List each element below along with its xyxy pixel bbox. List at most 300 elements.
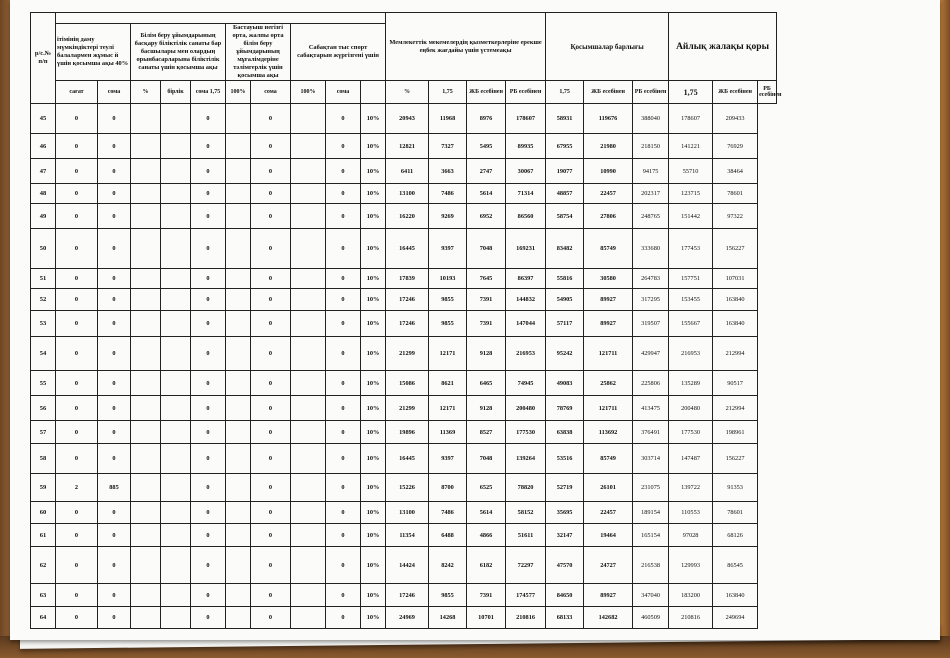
cell-sum-175: 0 <box>191 444 226 474</box>
cell-sum-sport: 0 <box>326 584 361 607</box>
cell-sum-175: 0 <box>191 204 226 229</box>
cell-total-jb: 63838 <box>546 421 584 444</box>
cell-pct-100-sport <box>291 474 326 502</box>
cell-total-rb: 121711 <box>584 337 633 371</box>
cell-total-jb: 84650 <box>546 584 584 607</box>
cell-fund-175: 218150 <box>633 134 669 159</box>
cell-sum-mentor: 0 <box>251 184 291 204</box>
cell-special-jb: 10193 <box>429 269 467 289</box>
cell-sum: 0 <box>98 229 131 269</box>
cell-total-jb: 58931 <box>546 104 584 134</box>
cell-fund-jb: 216953 <box>669 337 713 371</box>
cell-special-jb: 12171 <box>429 396 467 421</box>
cell-fund-rb: 91353 <box>713 474 758 502</box>
cell-special-jb: 8242 <box>429 547 467 584</box>
cell-pct-100 <box>226 444 251 474</box>
header-mentoring: Бастауыш негізгі орта, жалпы орта білім беру ұйымдарының мұғалімдеріне тәлімгерлік үшін қосымша ақы <box>226 24 291 81</box>
cell-hours: 0 <box>56 421 98 444</box>
cell-fund-rb: 78601 <box>713 184 758 204</box>
cell-fund-rb: 68126 <box>713 524 758 547</box>
cell-sum-sport: 0 <box>326 607 361 629</box>
subheader: сома <box>251 81 291 104</box>
cell-fund-175: 376491 <box>633 421 669 444</box>
cell-special-jb: 7486 <box>429 184 467 204</box>
cell-fund-175: 347040 <box>633 584 669 607</box>
cell-pct-100 <box>226 607 251 629</box>
cell-fund-175: 429947 <box>633 337 669 371</box>
cell-pct-100 <box>226 159 251 184</box>
cell-special-175: 21299 <box>386 396 429 421</box>
cell-sum-mentor: 0 <box>251 444 291 474</box>
cell-fund-rb: 38464 <box>713 159 758 184</box>
cell-row-number: 62 <box>31 547 56 584</box>
table-row <box>31 444 777 474</box>
cell-fund-175: 189154 <box>633 502 669 524</box>
cell-special-pct: 10% <box>361 474 386 502</box>
cell-special-pct: 10% <box>361 229 386 269</box>
cell-special-rb: 5495 <box>467 134 506 159</box>
cell-special-jb: 9269 <box>429 204 467 229</box>
cell-total-rb: 113692 <box>584 421 633 444</box>
cell-special-rb: 6952 <box>467 204 506 229</box>
cell-pct-100-sport <box>291 311 326 337</box>
cell-sum-175: 0 <box>191 269 226 289</box>
cell-special-jb: 9855 <box>429 311 467 337</box>
cell-unit <box>161 159 191 184</box>
cell-hours: 0 <box>56 371 98 396</box>
cell-unit <box>161 204 191 229</box>
subheader: ЖБ есебінен <box>467 81 506 104</box>
cell-sum: 0 <box>98 289 131 311</box>
cell-fund-rb: 209433 <box>713 104 758 134</box>
cell-row-number: 46 <box>31 134 56 159</box>
cell-total-jb: 32147 <box>546 524 584 547</box>
cell-fund-jb: 141221 <box>669 134 713 159</box>
cell-row-number: 57 <box>31 421 56 444</box>
cell-pct-100 <box>226 289 251 311</box>
cell-total-jb: 78769 <box>546 396 584 421</box>
cell-sum-sport: 0 <box>326 184 361 204</box>
cell-unit <box>161 269 191 289</box>
cell-hours: 0 <box>56 229 98 269</box>
cell-sum-sport: 0 <box>326 474 361 502</box>
cell-fund-jb: 151442 <box>669 204 713 229</box>
cell-unit <box>161 289 191 311</box>
cell-percent <box>131 444 161 474</box>
cell-row-number: 52 <box>31 289 56 311</box>
cell-pct-100 <box>226 204 251 229</box>
cell-row-number: 59 <box>31 474 56 502</box>
cell-sum-mentor: 0 <box>251 547 291 584</box>
cell-special-175: 12821 <box>386 134 429 159</box>
cell-fund-rb: 107031 <box>713 269 758 289</box>
cell-special-175: 14424 <box>386 547 429 584</box>
cell-special-jb: 9855 <box>429 289 467 311</box>
cell-hours: 0 <box>56 337 98 371</box>
cell-total-175: 139264 <box>506 444 546 474</box>
cell-unit <box>161 184 191 204</box>
cell-pct-100 <box>226 337 251 371</box>
cell-pct-100-sport <box>291 337 326 371</box>
cell-sum-175: 0 <box>191 159 226 184</box>
cell-percent <box>131 229 161 269</box>
cell-special-pct: 10% <box>361 396 386 421</box>
cell-fund-175: 225806 <box>633 371 669 396</box>
cell-sum-175: 0 <box>191 337 226 371</box>
cell-hours: 0 <box>56 134 98 159</box>
cell-sum-175: 0 <box>191 134 226 159</box>
cell-sum-175: 0 <box>191 289 226 311</box>
cell-pct-100 <box>226 104 251 134</box>
cell-fund-jb: 55710 <box>669 159 713 184</box>
cell-unit <box>161 337 191 371</box>
cell-pct-100-sport <box>291 134 326 159</box>
cell-fund-rb: 78601 <box>713 502 758 524</box>
cell-percent <box>131 584 161 607</box>
cell-special-175: 21299 <box>386 337 429 371</box>
table-row <box>31 396 777 421</box>
cell-pct-100 <box>226 474 251 502</box>
cell-total-jb: 48857 <box>546 184 584 204</box>
subheader: сома <box>98 81 131 104</box>
cell-sum: 885 <box>98 474 131 502</box>
cell-pct-100-sport <box>291 584 326 607</box>
cell-sum-sport: 0 <box>326 229 361 269</box>
cell-sum-mentor: 0 <box>251 421 291 444</box>
cell-sum: 0 <box>98 204 131 229</box>
cell-pct-100 <box>226 311 251 337</box>
cell-fund-175: 231075 <box>633 474 669 502</box>
cell-sum-mentor: 0 <box>251 269 291 289</box>
cell-total-175: 72297 <box>506 547 546 584</box>
cell-special-pct: 10% <box>361 584 386 607</box>
cell-sum-sport: 0 <box>326 502 361 524</box>
cell-row-number: 58 <box>31 444 56 474</box>
cell-hours: 0 <box>56 184 98 204</box>
cell-fund-175: 413475 <box>633 396 669 421</box>
cell-special-rb: 9128 <box>467 337 506 371</box>
cell-unit <box>161 396 191 421</box>
cell-special-rb: 2747 <box>467 159 506 184</box>
cell-fund-jb: 129993 <box>669 547 713 584</box>
cell-special-jb: 11369 <box>429 421 467 444</box>
cell-pct-100 <box>226 229 251 269</box>
header-blank-band <box>56 13 386 24</box>
cell-total-175: 147044 <box>506 311 546 337</box>
cell-total-jb: 83482 <box>546 229 584 269</box>
cell-row-number: 61 <box>31 524 56 547</box>
subheader: бірлік <box>161 81 191 104</box>
table-row <box>31 204 777 229</box>
cell-special-pct: 10% <box>361 204 386 229</box>
cell-sum-sport: 0 <box>326 134 361 159</box>
cell-total-rb: 89927 <box>584 289 633 311</box>
cell-total-jb: 58754 <box>546 204 584 229</box>
cell-total-jb: 47570 <box>546 547 584 584</box>
cell-sum: 0 <box>98 607 131 629</box>
cell-pct-100-sport <box>291 204 326 229</box>
cell-row-number: 45 <box>31 104 56 134</box>
cell-total-175: 89935 <box>506 134 546 159</box>
cell-percent <box>131 547 161 584</box>
cell-sum: 0 <box>98 396 131 421</box>
cell-special-175: 6411 <box>386 159 429 184</box>
cell-percent <box>131 396 161 421</box>
cell-sum: 0 <box>98 311 131 337</box>
cell-sum: 0 <box>98 371 131 396</box>
cell-total-jb: 67955 <box>546 134 584 159</box>
cell-sum-mentor: 0 <box>251 337 291 371</box>
cell-total-jb: 49083 <box>546 371 584 396</box>
cell-special-rb: 10701 <box>467 607 506 629</box>
cell-hours: 0 <box>56 104 98 134</box>
cell-special-jb: 11968 <box>429 104 467 134</box>
cell-total-jb: 19077 <box>546 159 584 184</box>
cell-fund-175: 248765 <box>633 204 669 229</box>
subheader: 1,75 <box>546 81 584 104</box>
cell-total-175: 144832 <box>506 289 546 311</box>
cell-special-rb: 7048 <box>467 444 506 474</box>
cell-sum-175: 0 <box>191 371 226 396</box>
cell-percent <box>131 289 161 311</box>
cell-special-175: 17246 <box>386 289 429 311</box>
cell-total-jb: 57117 <box>546 311 584 337</box>
payroll-table <box>30 12 782 629</box>
cell-percent <box>131 184 161 204</box>
cell-sum-175: 0 <box>191 184 226 204</box>
cell-fund-rb: 86545 <box>713 547 758 584</box>
cell-sum: 0 <box>98 584 131 607</box>
cell-fund-175: 264783 <box>633 269 669 289</box>
cell-special-rb: 4866 <box>467 524 506 547</box>
cell-special-pct: 10% <box>361 444 386 474</box>
cell-total-rb: 22457 <box>584 502 633 524</box>
cell-sum-175: 0 <box>191 311 226 337</box>
cell-pct-100-sport <box>291 229 326 269</box>
cell-special-jb: 8700 <box>429 474 467 502</box>
header-total-additions: Қосымшалар барлығы <box>546 13 669 81</box>
cell-total-rb: 10990 <box>584 159 633 184</box>
cell-sum-mentor: 0 <box>251 396 291 421</box>
cell-sum-mentor: 0 <box>251 159 291 184</box>
header-sport-classes: Сабақтан тыс спорт сабақтарын жүргізгені үшін <box>291 24 386 81</box>
cell-percent <box>131 421 161 444</box>
cell-sum-mentor: 0 <box>251 607 291 629</box>
header-row-number: р/с.№ п/п <box>31 13 56 104</box>
cell-special-175: 16445 <box>386 444 429 474</box>
cell-sum-mentor: 0 <box>251 502 291 524</box>
cell-total-jb: 55816 <box>546 269 584 289</box>
cell-sum-mentor: 0 <box>251 204 291 229</box>
cell-total-rb: 85749 <box>584 229 633 269</box>
header-special-conditions: Мемлекеттік мекемелердің қызметкерлеріне ерекше еңбек жағдайы үшін үстемеақы <box>386 13 546 81</box>
cell-total-175: 200480 <box>506 396 546 421</box>
cell-sum: 0 <box>98 159 131 184</box>
cell-sum-mentor: 0 <box>251 289 291 311</box>
cell-total-jb: 53516 <box>546 444 584 474</box>
table-row <box>31 474 777 502</box>
cell-total-rb: 21980 <box>584 134 633 159</box>
subheader: 100% <box>291 81 326 104</box>
cell-special-175: 15226 <box>386 474 429 502</box>
cell-special-rb: 8527 <box>467 421 506 444</box>
cell-unit <box>161 584 191 607</box>
cell-total-175: 30067 <box>506 159 546 184</box>
cell-fund-jb: 97028 <box>669 524 713 547</box>
cell-total-rb: 27806 <box>584 204 633 229</box>
cell-special-jb: 9397 <box>429 444 467 474</box>
cell-special-jb: 12171 <box>429 337 467 371</box>
cell-row-number: 56 <box>31 396 56 421</box>
cell-sum: 0 <box>98 444 131 474</box>
subheader-blank <box>361 81 386 104</box>
cell-pct-100-sport <box>291 547 326 584</box>
cell-percent <box>131 502 161 524</box>
cell-special-pct: 10% <box>361 104 386 134</box>
subheader: сағат <box>56 81 98 104</box>
cell-hours: 0 <box>56 269 98 289</box>
cell-special-pct: 10% <box>361 184 386 204</box>
header-dev-children: ітімінің даму мүмкіндіктері теулі балалармен жұмыс й үшін қосымша ақы 40% <box>56 24 131 81</box>
subheader: сома <box>326 81 361 104</box>
cell-percent <box>131 607 161 629</box>
cell-sum-175: 0 <box>191 524 226 547</box>
cell-sum-sport: 0 <box>326 104 361 134</box>
cell-special-rb: 7645 <box>467 269 506 289</box>
cell-fund-rb: 163840 <box>713 584 758 607</box>
cell-fund-rb: 76929 <box>713 134 758 159</box>
cell-percent <box>131 204 161 229</box>
cell-fund-rb: 198961 <box>713 421 758 444</box>
subheader: сома 1,75 <box>191 81 226 104</box>
table-row <box>31 607 777 629</box>
cell-pct-100 <box>226 421 251 444</box>
cell-row-number: 48 <box>31 184 56 204</box>
subheader: % <box>386 81 429 104</box>
cell-hours: 0 <box>56 524 98 547</box>
cell-pct-100 <box>226 547 251 584</box>
cell-total-rb: 89927 <box>584 311 633 337</box>
cell-hours: 0 <box>56 584 98 607</box>
cell-special-pct: 10% <box>361 159 386 184</box>
cell-special-175: 13100 <box>386 184 429 204</box>
cell-hours: 0 <box>56 204 98 229</box>
cell-special-jb: 9855 <box>429 584 467 607</box>
table-row <box>31 289 777 311</box>
cell-row-number: 50 <box>31 229 56 269</box>
cell-fund-175: 460509 <box>633 607 669 629</box>
cell-special-rb: 9128 <box>467 396 506 421</box>
cell-total-175: 78820 <box>506 474 546 502</box>
cell-pct-100 <box>226 371 251 396</box>
cell-total-175: 58152 <box>506 502 546 524</box>
cell-fund-rb: 163840 <box>713 311 758 337</box>
cell-sum-sport: 0 <box>326 289 361 311</box>
cell-hours: 0 <box>56 607 98 629</box>
cell-sum-sport: 0 <box>326 311 361 337</box>
cell-sum: 0 <box>98 337 131 371</box>
cell-total-rb: 142682 <box>584 607 633 629</box>
subheader: 1,75 <box>669 81 713 104</box>
cell-sum: 0 <box>98 134 131 159</box>
cell-special-jb: 6488 <box>429 524 467 547</box>
cell-fund-rb: 212994 <box>713 337 758 371</box>
cell-total-rb: 19464 <box>584 524 633 547</box>
cell-special-jb: 9397 <box>429 229 467 269</box>
cell-pct-100 <box>226 524 251 547</box>
cell-fund-jb: 177453 <box>669 229 713 269</box>
cell-sum-sport: 0 <box>326 421 361 444</box>
table-row <box>31 584 777 607</box>
cell-fund-175: 388040 <box>633 104 669 134</box>
cell-total-rb: 26101 <box>584 474 633 502</box>
cell-special-pct: 10% <box>361 502 386 524</box>
table-row <box>31 134 777 159</box>
cell-pct-100-sport <box>291 524 326 547</box>
cell-fund-jb: 177530 <box>669 421 713 444</box>
header-management-category: Білім беру ұйымдарының басқару біліктілік санаты бар басшылары мен олардың орынбасарларына біліктілік санаты үшін қосымша ақы <box>131 24 226 81</box>
cell-sum-sport: 0 <box>326 269 361 289</box>
cell-fund-rb: 249694 <box>713 607 758 629</box>
cell-fund-175: 317295 <box>633 289 669 311</box>
cell-special-175: 15086 <box>386 371 429 396</box>
cell-fund-rb: 156227 <box>713 444 758 474</box>
cell-special-jb: 7327 <box>429 134 467 159</box>
table-row <box>31 311 777 337</box>
cell-sum-175: 0 <box>191 396 226 421</box>
cell-pct-100 <box>226 134 251 159</box>
cell-total-175: 169231 <box>506 229 546 269</box>
cell-sum: 0 <box>98 104 131 134</box>
cell-fund-rb: 156227 <box>713 229 758 269</box>
cell-total-jb: 54905 <box>546 289 584 311</box>
table-body <box>31 104 777 629</box>
cell-sum-175: 0 <box>191 502 226 524</box>
cell-fund-175: 165154 <box>633 524 669 547</box>
cell-hours: 0 <box>56 159 98 184</box>
cell-sum-sport: 0 <box>326 396 361 421</box>
cell-sum: 0 <box>98 524 131 547</box>
subheader: 100% <box>226 81 251 104</box>
cell-special-pct: 10% <box>361 269 386 289</box>
cell-row-number: 49 <box>31 204 56 229</box>
cell-sum-175: 0 <box>191 104 226 134</box>
cell-special-rb: 5614 <box>467 184 506 204</box>
cell-total-rb: 89927 <box>584 584 633 607</box>
cell-total-jb: 35695 <box>546 502 584 524</box>
cell-sum-175: 0 <box>191 474 226 502</box>
cell-total-175: 86397 <box>506 269 546 289</box>
cell-total-175: 216953 <box>506 337 546 371</box>
cell-sum-sport: 0 <box>326 371 361 396</box>
cell-fund-175: 333680 <box>633 229 669 269</box>
cell-total-rb: 22457 <box>584 184 633 204</box>
cell-percent <box>131 104 161 134</box>
cell-total-175: 74945 <box>506 371 546 396</box>
cell-special-rb: 6465 <box>467 371 506 396</box>
cell-fund-jb: 147487 <box>669 444 713 474</box>
cell-unit <box>161 607 191 629</box>
table-row <box>31 547 777 584</box>
table-row <box>31 104 777 134</box>
cell-sum-175: 0 <box>191 584 226 607</box>
cell-percent <box>131 371 161 396</box>
cell-fund-175: 94175 <box>633 159 669 184</box>
cell-fund-rb: 212994 <box>713 396 758 421</box>
cell-pct-100-sport <box>291 159 326 184</box>
cell-fund-jb: 157751 <box>669 269 713 289</box>
cell-sum-175: 0 <box>191 547 226 584</box>
